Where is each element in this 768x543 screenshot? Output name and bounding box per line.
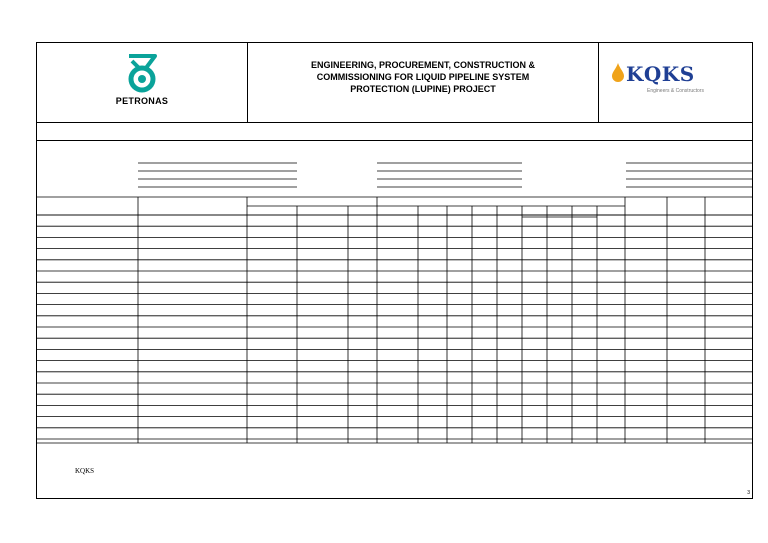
title-line: COMMISSIONING FOR LIQUID PIPELINE SYSTEM <box>316 72 530 82</box>
subtitle-strip <box>37 122 752 141</box>
title-line: PROTECTION (LUPINE) PROJECT <box>350 84 496 94</box>
contractor-tagline: Engineers & Constructors <box>647 88 704 94</box>
page-number: 3 <box>747 490 750 496</box>
footer-text: KQKS <box>75 467 95 475</box>
oil-drop-icon <box>611 62 625 82</box>
document-title <box>248 59 598 95</box>
petronas-logo-icon <box>120 52 164 94</box>
title-line: ENGINEERING, PROCUREMENT, CONSTRUCTION & <box>310 60 535 70</box>
contractor-logo-text: KQKS <box>626 62 695 86</box>
client-logo-cell <box>37 43 248 122</box>
client-logo-text: PETRONAS <box>115 96 169 106</box>
contractor-logo-cell <box>598 43 753 122</box>
footer-rule <box>37 498 63 499</box>
document-sheet <box>36 42 753 499</box>
blank-table-grid <box>37 141 752 501</box>
title-block <box>37 43 752 123</box>
